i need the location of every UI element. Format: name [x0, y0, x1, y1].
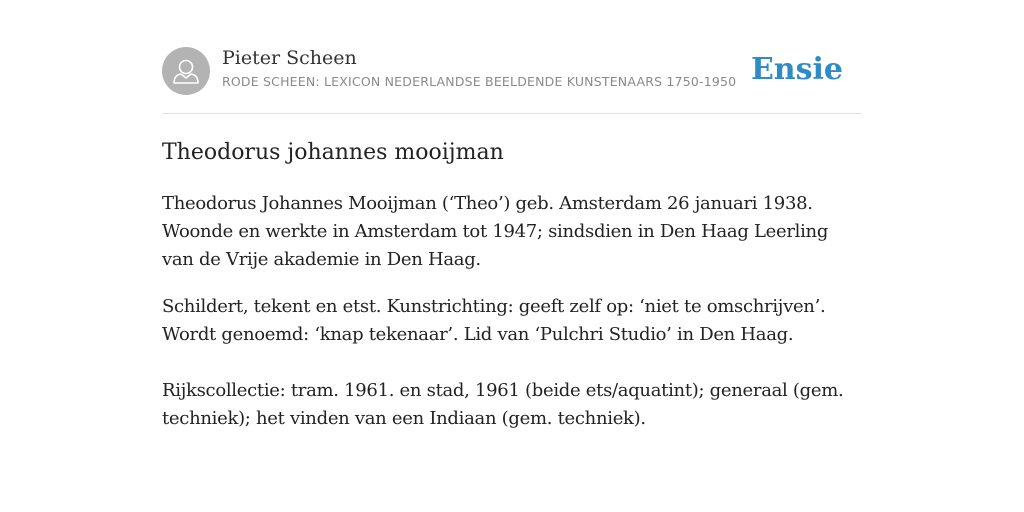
- paragraph: Theodorus Johannes Mooijman (‘Theo’) geb. Amsterdam 26 januari 1938. Woonde en werkte in Amsterdam tot 1947; sindsdien in Den Haag Leerling van de Vrije akademie in Den Haag.: [162, 193, 829, 270]
- page-title: Theodorus johannes mooijman: [162, 140, 504, 165]
- article-card: [162, 0, 862, 512]
- header: [162, 46, 862, 96]
- source-title[interactable]: RODE SCHEEN: LEXICON NEDERLANDSE BEELDENDE KUNSTENAARS 1750-1950: [222, 74, 737, 89]
- paragraph: Schildert, tekent en etst. Kunstrichting: geeft zelf op: ‘niet te omschrijven’. Wordt genoemd: ‘knap tekenaar’. Lid van ‘Pulchri Studio’ in Den Haag.: [162, 296, 826, 345]
- author-name[interactable]: Pieter Scheen: [222, 47, 357, 69]
- user-icon: [162, 47, 210, 95]
- article-body: [162, 190, 862, 452]
- divider: [162, 113, 862, 114]
- avatar[interactable]: [162, 47, 210, 95]
- ensie-logo[interactable]: Ensie: [750, 52, 843, 87]
- paragraph: Rijkscollectie: tram. 1961. en stad, 1961 (beide ets/aquatint); generaal (gem. techniek); het vinden van een Indiaan (gem. techniek).: [162, 380, 844, 429]
